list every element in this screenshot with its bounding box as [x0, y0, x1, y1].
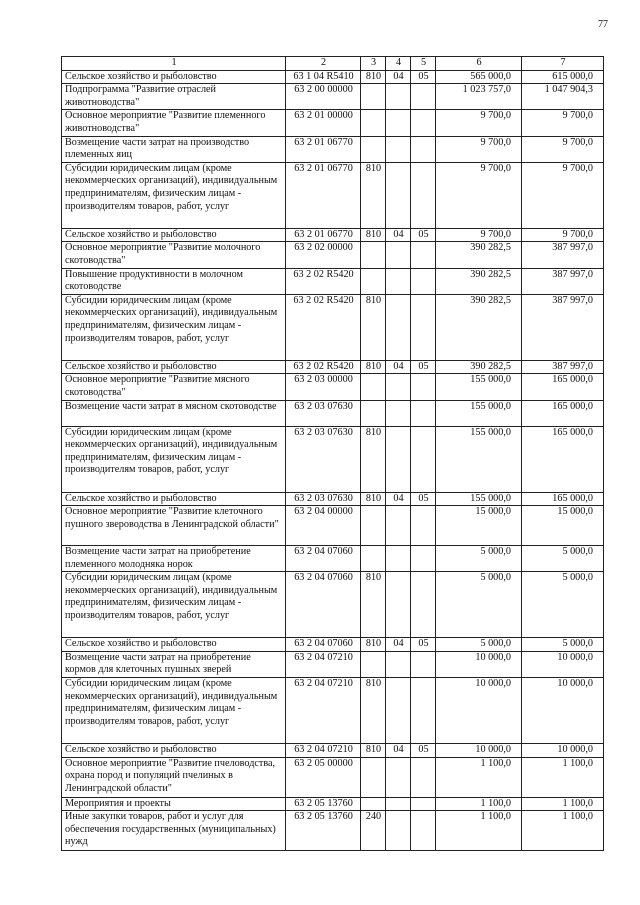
table-row [62, 70, 604, 84]
row-col-3 [361, 136, 386, 162]
table-row [62, 546, 604, 572]
row-value-6: 10 000,0 [436, 651, 522, 677]
row-code: 63 2 05 13760 [286, 811, 361, 851]
row-col-4: 04 [386, 492, 411, 506]
page-number: 77 [598, 19, 608, 30]
row-code: 63 2 04 07060 [286, 546, 361, 572]
row-col-5 [411, 797, 436, 811]
row-name: Подпрограмма "Развитие отраслей животноводства" [62, 84, 286, 110]
row-col-4 [386, 797, 411, 811]
row-col-5 [411, 546, 436, 572]
header-col-4: 4 [386, 57, 411, 71]
row-value-7: 10 000,0 [522, 651, 604, 677]
row-col-4 [386, 426, 411, 492]
row-name: Субсидии юридическим лицам (кроме некоммерческих организаций), индивидуальным предпринимателям, физическим лицам - производителям товаров, работ, услуг [62, 294, 286, 360]
row-name: Субсидии юридическим лицам (кроме некоммерческих организаций), индивидуальным предпринимателям, физическим лицам - производителям товаров, работ, услуг [62, 162, 286, 228]
row-col-3 [361, 400, 386, 426]
row-value-7: 387 997,0 [522, 242, 604, 268]
row-col-3 [361, 651, 386, 677]
row-value-7: 615 000,0 [522, 70, 604, 84]
row-col-3 [361, 546, 386, 572]
row-col-5 [411, 242, 436, 268]
row-col-5: 05 [411, 360, 436, 374]
table-row [62, 294, 604, 360]
row-col-4 [386, 757, 411, 797]
row-col-4 [386, 546, 411, 572]
row-name: Мероприятия и проекты [62, 797, 286, 811]
row-value-6: 9 700,0 [436, 228, 522, 242]
header-col-6: 6 [436, 57, 522, 71]
row-col-3: 810 [361, 360, 386, 374]
header-col-5: 5 [411, 57, 436, 71]
row-col-4: 04 [386, 228, 411, 242]
row-name: Сельское хозяйство и рыболовство [62, 492, 286, 506]
row-code: 63 2 00 00000 [286, 84, 361, 110]
row-code: 63 2 01 00000 [286, 110, 361, 136]
row-col-5 [411, 678, 436, 744]
row-value-7: 1 047 904,3 [522, 84, 604, 110]
row-code: 63 2 04 07060 [286, 572, 361, 638]
row-value-6: 155 000,0 [436, 426, 522, 492]
row-value-7: 165 000,0 [522, 374, 604, 400]
row-col-4 [386, 400, 411, 426]
row-value-6: 155 000,0 [436, 492, 522, 506]
row-col-5: 05 [411, 70, 436, 84]
row-col-4 [386, 811, 411, 851]
row-code: 63 2 03 00000 [286, 374, 361, 400]
row-value-7: 9 700,0 [522, 162, 604, 228]
row-col-3: 240 [361, 811, 386, 851]
row-col-5: 05 [411, 638, 436, 652]
table-row [62, 268, 604, 294]
row-value-6: 5 000,0 [436, 546, 522, 572]
row-col-3: 810 [361, 744, 386, 758]
row-col-5: 05 [411, 492, 436, 506]
row-col-5 [411, 294, 436, 360]
row-value-7: 1 100,0 [522, 797, 604, 811]
row-value-6: 5 000,0 [436, 638, 522, 652]
row-col-3: 810 [361, 426, 386, 492]
row-value-6: 390 282,5 [436, 360, 522, 374]
row-name: Сельское хозяйство и рыболовство [62, 360, 286, 374]
row-code: 63 2 01 06770 [286, 228, 361, 242]
table-row [62, 757, 604, 797]
row-value-7: 10 000,0 [522, 744, 604, 758]
row-value-7: 1 100,0 [522, 757, 604, 797]
row-value-7: 165 000,0 [522, 492, 604, 506]
table-row [62, 360, 604, 374]
row-code: 63 2 03 07630 [286, 492, 361, 506]
row-col-3 [361, 84, 386, 110]
row-code: 63 2 03 07630 [286, 426, 361, 492]
row-name: Возмещение части затрат на производство племенных яиц [62, 136, 286, 162]
row-name: Повышение продуктивности в молочном скотоводстве [62, 268, 286, 294]
row-code: 63 2 05 13760 [286, 797, 361, 811]
header-col-1: 1 [62, 57, 286, 71]
row-col-4: 04 [386, 360, 411, 374]
row-col-4 [386, 506, 411, 546]
row-col-4 [386, 136, 411, 162]
table-row [62, 400, 604, 426]
row-name: Основное мероприятие "Развитие клеточного пушного звероводства в Ленинградской области" [62, 506, 286, 546]
row-value-6: 1 023 757,0 [436, 84, 522, 110]
row-value-7: 9 700,0 [522, 110, 604, 136]
row-name: Основное мероприятие "Развитие племенного животноводства" [62, 110, 286, 136]
row-col-3: 810 [361, 162, 386, 228]
row-code: 63 2 04 00000 [286, 506, 361, 546]
table-row [62, 492, 604, 506]
row-value-7: 15 000,0 [522, 506, 604, 546]
row-name: Субсидии юридическим лицам (кроме некоммерческих организаций), индивидуальным предпринимателям, физическим лицам - производителям товаров, работ, услуг [62, 678, 286, 744]
row-code: 63 2 05 00000 [286, 757, 361, 797]
row-value-7: 387 997,0 [522, 268, 604, 294]
row-col-5 [411, 572, 436, 638]
row-value-7: 165 000,0 [522, 400, 604, 426]
row-value-6: 9 700,0 [436, 110, 522, 136]
row-name: Возмещение части затрат на приобретение кормов для клеточных пушных зверей [62, 651, 286, 677]
row-name: Сельское хозяйство и рыболовство [62, 744, 286, 758]
row-name: Сельское хозяйство и рыболовство [62, 228, 286, 242]
row-col-4 [386, 242, 411, 268]
row-col-5 [411, 110, 436, 136]
header-col-3: 3 [361, 57, 386, 71]
row-value-6: 10 000,0 [436, 744, 522, 758]
table-row [62, 228, 604, 242]
row-col-3 [361, 268, 386, 294]
table-row [62, 136, 604, 162]
row-col-3: 810 [361, 228, 386, 242]
row-value-7: 9 700,0 [522, 136, 604, 162]
row-col-5: 05 [411, 744, 436, 758]
row-value-6: 390 282,5 [436, 294, 522, 360]
row-col-5 [411, 374, 436, 400]
row-value-7: 387 997,0 [522, 294, 604, 360]
row-col-5 [411, 268, 436, 294]
row-col-4: 04 [386, 638, 411, 652]
table-row [62, 638, 604, 652]
row-name: Основное мероприятие "Развитие молочного скотоводства" [62, 242, 286, 268]
budget-table [61, 56, 604, 851]
row-code: 63 2 02 R5420 [286, 268, 361, 294]
row-code: 63 2 01 06770 [286, 136, 361, 162]
header-col-2: 2 [286, 57, 361, 71]
row-col-4 [386, 572, 411, 638]
row-code: 63 2 04 07210 [286, 678, 361, 744]
row-value-6: 5 000,0 [436, 572, 522, 638]
row-value-7: 1 100,0 [522, 811, 604, 851]
row-value-7: 5 000,0 [522, 638, 604, 652]
row-col-3: 810 [361, 678, 386, 744]
row-col-3 [361, 797, 386, 811]
row-value-6: 1 100,0 [436, 797, 522, 811]
row-col-5: 05 [411, 228, 436, 242]
row-col-5 [411, 426, 436, 492]
table-row [62, 811, 604, 851]
row-col-3 [361, 110, 386, 136]
row-col-3 [361, 506, 386, 546]
row-code: 63 2 04 07060 [286, 638, 361, 652]
table-row [62, 242, 604, 268]
row-value-6: 10 000,0 [436, 678, 522, 744]
table-row [62, 651, 604, 677]
row-col-3 [361, 757, 386, 797]
row-name: Основное мероприятие "Развитие пчеловодства, охрана пород и популяций пчелиных в Ленинградской области" [62, 757, 286, 797]
row-col-3: 810 [361, 572, 386, 638]
row-col-5 [411, 400, 436, 426]
row-name: Субсидии юридическим лицам (кроме некоммерческих организаций), индивидуальным предпринимателям, физическим лицам - производителям товаров, работ, услуг [62, 572, 286, 638]
row-col-5 [411, 162, 436, 228]
table-row [62, 374, 604, 400]
row-value-6: 9 700,0 [436, 136, 522, 162]
table-row [62, 797, 604, 811]
row-value-6: 1 100,0 [436, 757, 522, 797]
row-col-3 [361, 374, 386, 400]
row-code: 63 2 03 07630 [286, 400, 361, 426]
row-col-3: 810 [361, 492, 386, 506]
row-value-7: 9 700,0 [522, 228, 604, 242]
row-code: 63 1 04 R5410 [286, 70, 361, 84]
row-value-7: 387 997,0 [522, 360, 604, 374]
row-value-7: 10 000,0 [522, 678, 604, 744]
row-col-4 [386, 294, 411, 360]
row-value-7: 165 000,0 [522, 426, 604, 492]
row-value-6: 390 282,5 [436, 268, 522, 294]
row-code: 63 2 04 07210 [286, 651, 361, 677]
table-row [62, 110, 604, 136]
row-value-6: 565 000,0 [436, 70, 522, 84]
row-name: Возмещение части затрат на приобретение племенного молодняка норок [62, 546, 286, 572]
row-code: 63 2 01 06770 [286, 162, 361, 228]
row-col-5 [411, 84, 436, 110]
row-name: Основное мероприятие "Развитие мясного скотоводства" [62, 374, 286, 400]
row-col-4 [386, 162, 411, 228]
row-col-3 [361, 242, 386, 268]
row-col-4 [386, 110, 411, 136]
row-name: Иные закупки товаров, работ и услуг для обеспечения государственных (муниципальных) нужд [62, 811, 286, 851]
row-value-6: 155 000,0 [436, 374, 522, 400]
row-col-4 [386, 651, 411, 677]
table-row [62, 162, 604, 228]
row-col-3: 810 [361, 294, 386, 360]
table-row [62, 744, 604, 758]
row-col-3: 810 [361, 70, 386, 84]
row-code: 63 2 02 R5420 [286, 294, 361, 360]
row-col-3: 810 [361, 638, 386, 652]
row-code: 63 2 04 07210 [286, 744, 361, 758]
row-col-4 [386, 374, 411, 400]
row-col-4 [386, 678, 411, 744]
row-code: 63 2 02 R5420 [286, 360, 361, 374]
row-col-5 [411, 811, 436, 851]
row-name: Сельское хозяйство и рыболовство [62, 70, 286, 84]
row-value-7: 5 000,0 [522, 572, 604, 638]
row-col-5 [411, 651, 436, 677]
row-value-6: 390 282,5 [436, 242, 522, 268]
header-col-7: 7 [522, 57, 604, 71]
table-row [62, 506, 604, 546]
table-row [62, 84, 604, 110]
row-value-6: 1 100,0 [436, 811, 522, 851]
row-value-6: 9 700,0 [436, 162, 522, 228]
table-row [62, 678, 604, 744]
row-col-5 [411, 136, 436, 162]
row-name: Сельское хозяйство и рыболовство [62, 638, 286, 652]
table-row [62, 426, 604, 492]
row-col-5 [411, 757, 436, 797]
row-col-4 [386, 268, 411, 294]
table-row [62, 572, 604, 638]
row-value-6: 15 000,0 [436, 506, 522, 546]
row-name: Субсидии юридическим лицам (кроме некоммерческих организаций), индивидуальным предпринимателям, физическим лицам - производителям товаров, работ, услуг [62, 426, 286, 492]
row-col-4: 04 [386, 70, 411, 84]
row-value-6: 155 000,0 [436, 400, 522, 426]
row-col-5 [411, 506, 436, 546]
row-name: Возмещение части затрат в мясном скотоводстве [62, 400, 286, 426]
row-col-4: 04 [386, 744, 411, 758]
row-value-7: 5 000,0 [522, 546, 604, 572]
row-col-4 [386, 84, 411, 110]
row-code: 63 2 02 00000 [286, 242, 361, 268]
table-header-row [62, 57, 604, 71]
